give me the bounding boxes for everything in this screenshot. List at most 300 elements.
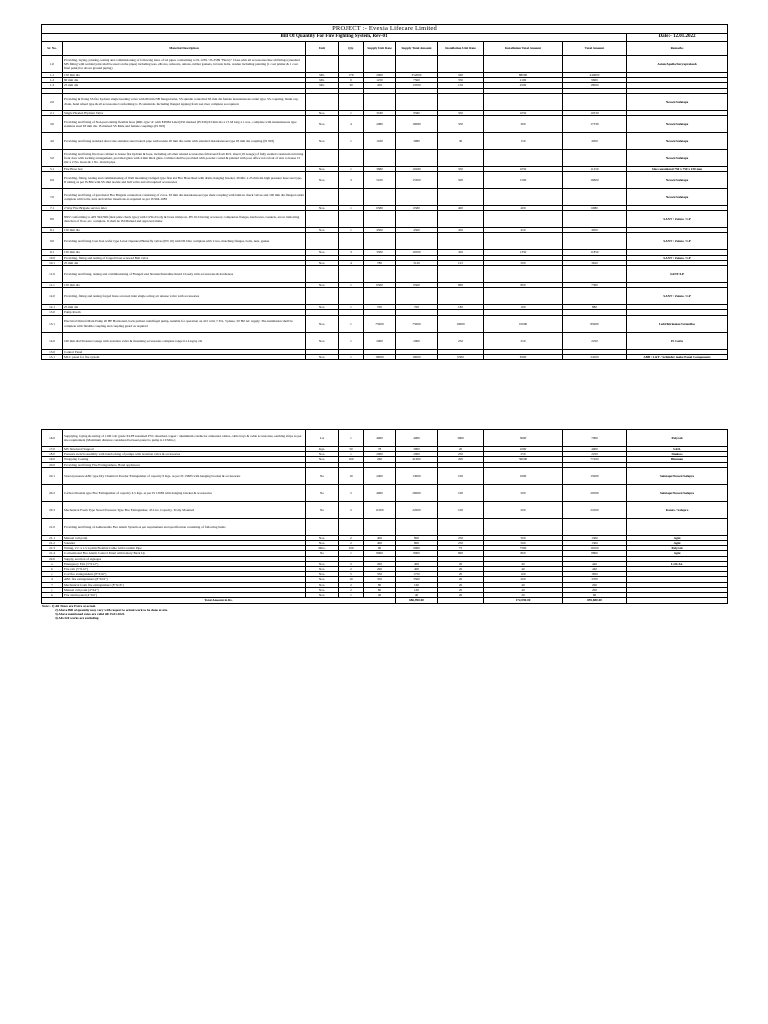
row-description: Manual call point	[63, 535, 306, 540]
row-description: Fire exit (5"X12")	[63, 567, 306, 572]
row-install-total: 300	[484, 115, 563, 132]
row-sr: 21.2	[42, 541, 63, 546]
row-install-total: 100	[484, 572, 563, 577]
row-install-total: 800	[484, 283, 563, 288]
row-sr: 9.1	[42, 250, 63, 255]
row-unit: Nos.	[306, 577, 339, 582]
row-supply-total: 400	[396, 561, 438, 566]
row-qty	[339, 93, 364, 110]
row-sr: 19.0	[42, 457, 63, 462]
col-qty: Qty.	[339, 42, 364, 56]
row-supply-total: 6580	[396, 206, 438, 211]
row-qty: 2	[339, 587, 364, 592]
row-supply-rate: 40	[364, 593, 396, 598]
row-remarks: SAIL	[627, 447, 728, 452]
row-sr: 7	[42, 582, 63, 587]
row-sr: 10.0	[42, 255, 63, 260]
row-description: 25 mm dia	[63, 260, 306, 265]
row-total: 15000	[563, 467, 627, 484]
row-total: 200	[563, 587, 627, 592]
row-install-total: 1000	[484, 447, 563, 452]
row-supply-rate: 1250	[364, 78, 396, 83]
row-supply-rate: 260	[364, 457, 396, 462]
row-unit: Mtr.	[306, 78, 339, 83]
row-supply-total: 4500	[396, 228, 438, 233]
row-description: Providing and fixing, testing and commissioning of Flanged end Strainer/Instraline Interd Closely with accessories & hardwares	[63, 266, 306, 283]
row-install-rate: 350	[438, 110, 484, 115]
row-unit: Nos.	[306, 110, 339, 115]
row-sr: 3.0	[42, 115, 63, 132]
row-sr: 14.0	[42, 332, 63, 349]
row-supply-rate: 350	[364, 577, 396, 582]
row-sr: 4.0	[42, 132, 63, 149]
row-supply-rate	[364, 266, 396, 283]
row-total: 4900	[563, 447, 627, 452]
row-install-total: 500	[484, 535, 563, 540]
row-sr: 9.0	[42, 233, 63, 250]
row-remarks: Size considered 750 x 750 x 150 mm	[627, 166, 728, 171]
row-total: 77200	[563, 457, 627, 462]
row-qty: 1	[339, 593, 364, 598]
row-total	[563, 93, 627, 110]
row-sr: c	[42, 572, 63, 577]
row-install-total: 200	[484, 577, 563, 582]
row-unit: Nos.	[306, 457, 339, 462]
row-total: 4050	[563, 132, 627, 149]
row-install-total: 250	[484, 452, 563, 457]
row-install-rate: 800	[438, 283, 484, 288]
row-description: Mechanical foam fire extinguishers (8"X16")	[63, 582, 306, 587]
row-unit: Nos.	[306, 561, 339, 566]
row-install-total: 1500	[484, 172, 563, 189]
row-total: 10330	[563, 110, 627, 115]
row-total: 440000	[563, 73, 627, 78]
col-sr: Sr. No.	[42, 42, 63, 56]
row-install-rate: 350	[438, 115, 484, 132]
row-remarks: Newex/Safetape	[627, 115, 728, 132]
row-total	[563, 233, 627, 250]
row-supply-rate: 2400	[364, 467, 396, 484]
row-supply-rate: 4500	[364, 228, 396, 233]
row-supply-rate: 3500	[364, 250, 396, 255]
row-sr: 8.0	[42, 211, 63, 228]
row-sr: 22.0	[42, 556, 63, 561]
row-install-rate: 400	[438, 206, 484, 211]
row-unit: Nos.	[306, 452, 339, 457]
row-install-rate: 100	[438, 484, 484, 501]
row-qty: 3	[339, 172, 364, 189]
row-unit	[306, 149, 339, 166]
table-row	[42, 56, 728, 73]
row-install-rate: 6500	[438, 354, 484, 359]
row-description: 150 mm dia	[63, 250, 306, 255]
row-supply-total: 9580	[396, 110, 438, 115]
row-qty: 1	[339, 354, 364, 359]
row-supply-total	[396, 149, 438, 166]
note-1: Note:- 1) All Taxes are Extra at actual.	[42, 603, 96, 608]
row-install-rate: 350	[438, 78, 484, 83]
row-remarks: Polycab	[627, 430, 728, 447]
row-remarks: Newex/Safetape	[627, 132, 728, 149]
row-supply-total: 700	[396, 305, 438, 310]
row-install-rate: 20	[438, 582, 484, 587]
row-install-total: 500	[484, 260, 563, 265]
row-qty: 2	[339, 561, 364, 566]
row-remarks: Asian/Apollo/Suryaprakash	[627, 56, 728, 73]
row-description: Fire Hose box	[63, 166, 306, 171]
row-description: 150 mm dia	[63, 228, 306, 233]
row-total: 11250	[563, 166, 627, 171]
row-supply-rate: 1180	[364, 132, 396, 149]
row-supply-rate: 2000	[364, 332, 396, 349]
row-total: 85000	[563, 315, 627, 332]
row-sr: b	[42, 567, 63, 572]
row-description: Providing & fixing SS fire hydrant single heading valve with 80 mm NB flanged inlet, SS spindle controlled 63 mm dia female instantaneous outlet type. SS coupling, blank cap, chain, hand wheel type & all accessories Conforming to IS standards. Including flanged tapping from wet riser complete as required.	[63, 93, 306, 110]
row-supply-total: 9000	[396, 546, 438, 551]
table-body-part2	[42, 430, 728, 598]
row-supply-total: 22000	[396, 501, 438, 518]
row-install-total: 40	[484, 561, 563, 566]
row-remarks: LOCAL	[627, 561, 728, 566]
row-supply-rate: 78	[364, 447, 396, 452]
row-install-rate	[438, 93, 484, 110]
row-install-rate: 20	[438, 447, 484, 452]
row-supply-total	[396, 233, 438, 250]
row-sr: 21.1	[42, 535, 63, 540]
row-unit: Nos.	[306, 228, 339, 233]
row-sr: 1.0	[42, 56, 63, 73]
row-install-rate	[438, 149, 484, 166]
row-install-total: 10000	[484, 315, 563, 332]
row-unit	[306, 93, 339, 110]
row-install-rate	[438, 233, 484, 250]
row-install-total: 6500	[484, 354, 563, 359]
row-sr: 8.1	[42, 228, 63, 233]
row-install-rate	[438, 211, 484, 228]
row-supply-total: 2000	[396, 452, 438, 457]
row-install-total: 150	[484, 132, 563, 149]
row-total: 16500	[563, 546, 627, 551]
row-total: 22200	[563, 501, 627, 518]
row-sr: 20.2	[42, 484, 63, 501]
row-install-total: 1050	[484, 110, 563, 115]
row-total: 880	[563, 305, 627, 310]
row-sr: 6.0	[42, 172, 63, 189]
row-qty	[339, 56, 364, 73]
row-unit: Nos.	[306, 587, 339, 592]
row-total: 3700	[563, 577, 627, 582]
row-sr: 1.2	[42, 78, 63, 83]
col-install-rate: Installation Unit Rate	[438, 42, 484, 56]
row-qty	[339, 288, 364, 305]
table-row	[42, 332, 728, 349]
col-install-total: Installation Total Amount	[484, 42, 563, 56]
row-supply-rate: 80	[364, 587, 396, 592]
row-supply-rate	[364, 189, 396, 206]
row-description: 2 Way Fire Brigade service inlet	[63, 206, 306, 211]
row-description: MS Structural Support	[63, 447, 306, 452]
row-unit: Kgs.	[306, 447, 339, 452]
table-row	[42, 172, 728, 189]
col-description: Material Description	[63, 42, 306, 56]
row-install-total	[484, 288, 563, 305]
boq-table	[41, 24, 728, 604]
row-install-rate: 800	[438, 551, 484, 556]
row-supply-rate: 450	[364, 83, 396, 88]
row-sr: 2.0	[42, 93, 63, 110]
row-qty: 4	[339, 260, 364, 265]
row-description: Carbon Dioxide type Fire Extinguisher of capacity 4.5 Kgs. as per IS 15683 with hanging bracket & accessories	[63, 484, 306, 501]
row-description: Providing and fixing of gun metal Fire Brigade connection consisting of 2 nos. 63 mm dia instantaneous type male coupling with built-in check valves and 100 mm dia flanged outlet complete with bolts, nuts and rubber insertions as required as per IS 904-1983	[63, 189, 306, 206]
row-install-rate: 200	[438, 457, 484, 462]
row-total: 18000	[563, 83, 627, 88]
note-2: 2) Above Bill of quantity may vary with respect to actual work to be done at site.	[55, 607, 168, 612]
row-unit: Nos.	[306, 166, 339, 171]
row-supply-rate	[364, 233, 396, 250]
row-supply-total: 160	[396, 587, 438, 592]
row-description: Providing, fixing, testing and commissioning of Wall mounting swinged type first aid Fire Hose Reel with drum, hanging bracket, 30 Mtr. x 25 mm dia high pressure hose reel type-II tubing as per IS 884 with SS shut nozzle and ball valve and all required accessories	[63, 172, 306, 189]
row-install-total: 4500	[484, 83, 563, 88]
table-row	[42, 211, 728, 228]
row-install-total: 2100	[484, 78, 563, 83]
row-install-rate: 20	[438, 577, 484, 582]
row-remarks: Bitumen	[627, 457, 728, 462]
row-install-rate: 125	[438, 260, 484, 265]
row-install-rate	[438, 518, 484, 535]
total-supply: 686,990.00	[396, 598, 438, 603]
total-blank-2	[627, 598, 728, 603]
row-description: 100 mm dial Pressure Gauge with isolation valve & mounting accessories complete range 0-14 kg/sq cm	[63, 332, 306, 349]
row-unit: Nos.	[306, 115, 339, 132]
row-supply-total: 41600	[396, 457, 438, 462]
row-qty	[339, 518, 364, 535]
row-install-total: 450	[484, 228, 563, 233]
row-description: Providing and fixing standard short size stainless steel branch pipe with nozzle 20 mm dia outlet with standard instantaneous type 63 mm dia coupling (IS 903)	[63, 132, 306, 149]
row-supply-total: 40	[396, 593, 438, 598]
row-description: Providing and fixing Cast Iron wafer type Lever Operated Butterfly valves (PN 16) with ISI Disc complete with 2 nos. matching flanges, bolts, nuts, gasket	[63, 233, 306, 250]
table-row	[42, 149, 728, 166]
row-total: 9600	[563, 78, 627, 83]
row-unit: Nos.	[306, 260, 339, 265]
row-unit	[306, 266, 339, 283]
row-remarks: Agni	[627, 541, 728, 546]
col-supply-rate: Supply Unit Rate	[364, 42, 396, 56]
row-install-total: 36000	[484, 457, 563, 462]
row-supply-total: 3120	[396, 260, 438, 265]
table-row	[42, 430, 728, 447]
row-unit: Nos.	[306, 206, 339, 211]
row-install-total: 1350	[484, 250, 563, 255]
row-sr: 20.3	[42, 501, 63, 518]
row-supply-total	[396, 189, 438, 206]
row-total: 20500	[563, 484, 627, 501]
row-description: 25 mm dia	[63, 83, 306, 88]
row-total: 24500	[563, 354, 627, 359]
row-description: Providing and fixing fire hose cabinet to house fire hydrant & hose, including all other related accessories fabricated from M.S. sheet (18 Gauge) of fully welded construction having front door with locking arrangement, provided glass with 4 mm thick glass. Cabinet shall be provided with powder coated & painted with post office red colour of size to house 15 mtr x 2 No. hoses & 1 No. branch pipe	[63, 149, 306, 166]
row-install-rate: 250	[438, 332, 484, 349]
row-supply-total: 10280	[396, 166, 438, 171]
row-supply-rate: 90	[364, 546, 396, 551]
row-supply-total: 16080	[396, 115, 438, 132]
row-sr: 15.0	[42, 349, 63, 354]
row-install-rate	[438, 288, 484, 305]
row-supply-total: 20000	[396, 484, 438, 501]
row-supply-rate: 200	[364, 567, 396, 572]
row-install-rate: 350	[438, 166, 484, 171]
boq-title: Bill Of Quantity For Fire Fighting System, Rev-01	[42, 34, 627, 42]
row-remarks: Safetape/Newex/Safepro	[627, 484, 728, 501]
row-supply-rate: 8000	[364, 551, 396, 556]
row-unit: Nos.	[306, 535, 339, 540]
row-total	[563, 149, 627, 166]
row-description: Mechanical Foam Type Stored Pressure Type Fire Extinguisher, 45 Ltrs. Capacity, Trolly Mounted	[63, 501, 306, 518]
column-header-row	[42, 42, 728, 56]
row-sr: 20.1	[42, 467, 63, 484]
row-supply-total: 75000	[396, 315, 438, 332]
row-supply-total: 6500	[396, 283, 438, 288]
row-install-rate: 75	[438, 546, 484, 551]
table-row	[42, 484, 728, 501]
row-sr: 11.0	[42, 266, 63, 283]
row-remarks: Newex/Safetape	[627, 172, 728, 189]
row-install-total: 100	[484, 305, 563, 310]
row-install-total: 1000	[484, 467, 563, 484]
row-description: Single Headed Hydrant Valve	[63, 110, 306, 115]
row-total	[563, 211, 627, 228]
row-remarks: Newex/Safetape	[627, 93, 728, 110]
row-total: 1850	[563, 572, 627, 577]
total-installation: 172,090.00	[484, 598, 563, 603]
row-supply-rate: 6500	[364, 283, 396, 288]
project-title: PROJECT :- Evexia Lifecare Limited	[42, 25, 728, 34]
row-sr: 21.4	[42, 551, 63, 556]
row-sr: 13.1	[42, 315, 63, 332]
row-supply-rate	[364, 93, 396, 110]
row-unit: Mtr.	[306, 73, 339, 78]
row-remarks: Newex/Safetape	[627, 149, 728, 166]
row-install-rate: 20	[438, 593, 484, 598]
row-remarks: Newex/Safetape	[627, 189, 728, 206]
row-total	[563, 266, 627, 283]
row-supply-total: 800	[396, 541, 438, 546]
row-install-total: 500	[484, 484, 563, 501]
row-qty: 1	[339, 315, 364, 332]
row-qty: 4	[339, 115, 364, 132]
row-total	[563, 189, 627, 206]
row-total: 4950	[563, 228, 627, 233]
row-supply-rate	[364, 56, 396, 73]
row-supply-rate: 5100	[364, 172, 396, 189]
row-sr: 5.1	[42, 166, 63, 171]
row-install-rate: 20	[438, 572, 484, 577]
row-qty: 100	[339, 546, 364, 551]
row-qty: 10	[339, 467, 364, 484]
row-install-rate: 20	[438, 567, 484, 572]
row-supply-total: 352000	[396, 73, 438, 78]
row-unit: Nos.	[306, 315, 339, 332]
row-supply-rate: 350	[364, 572, 396, 577]
row-supply-rate	[364, 288, 396, 305]
row-description: Manual call point (4"X4")	[63, 587, 306, 592]
row-unit: Mtr.	[306, 83, 339, 88]
row-qty: 1	[339, 551, 364, 556]
table-row	[42, 315, 728, 332]
row-supply-rate: 400	[364, 541, 396, 546]
row-description: 150 mm dia	[63, 73, 306, 78]
row-install-rate: 500	[438, 73, 484, 78]
row-supply-rate: 4000	[364, 430, 396, 447]
row-install-total: 400	[484, 206, 563, 211]
row-install-total: 40	[484, 582, 563, 587]
row-qty: 5	[339, 484, 364, 501]
row-total: 17330	[563, 115, 627, 132]
row-install-total	[484, 56, 563, 73]
row-description: Providing, fixing and testing forged brass screwed inlet single acting air release valve with accessories	[63, 288, 306, 305]
row-total	[563, 56, 627, 73]
row-install-rate: 3000	[438, 430, 484, 447]
row-supply-rate	[364, 518, 396, 535]
row-supply-rate: 200	[364, 561, 396, 566]
row-qty: 1	[339, 228, 364, 233]
row-total: 200	[563, 582, 627, 587]
row-install-total: 200	[484, 501, 563, 518]
row-remarks: SANT / Zoloto / LP	[627, 233, 728, 250]
row-description: MCC panel for fire system	[63, 354, 306, 359]
row-unit	[306, 518, 339, 535]
row-supply-total: 3980	[396, 132, 438, 149]
total-blank	[438, 598, 484, 603]
row-qty: 2	[339, 567, 364, 572]
row-unit	[306, 288, 339, 305]
row-description: Fire alarm panel (4"X4")	[63, 593, 306, 598]
row-description: Emergency Exit (5"X12")	[63, 561, 306, 566]
row-install-total: 500	[484, 541, 563, 546]
row-unit: Nos.	[306, 541, 339, 546]
row-sr: 13.0	[42, 310, 63, 315]
row-install-total: 20	[484, 593, 563, 598]
table-row	[42, 233, 728, 250]
row-install-total: 88000	[484, 73, 563, 78]
row-description: Providing, fixing and testing of forged brass screwed Ball valve	[63, 255, 306, 260]
row-supply-rate	[364, 211, 396, 228]
row-install-rate: 20	[438, 561, 484, 566]
row-unit: No	[306, 501, 339, 518]
row-supply-total: 13000	[396, 467, 438, 484]
row-supply-rate: 2080	[364, 115, 396, 132]
row-total: 440	[563, 561, 627, 566]
row-install-total: 800	[484, 551, 563, 556]
row-remarks: H. Guru	[627, 332, 728, 349]
row-qty: 176	[339, 73, 364, 78]
row-unit	[306, 189, 339, 206]
row-install-rate: 180	[438, 305, 484, 310]
row-supply-total: 3900	[396, 447, 438, 452]
row-remarks: SANT/LP	[627, 266, 728, 283]
row-supply-total	[396, 288, 438, 305]
row-qty: 1	[339, 132, 364, 149]
row-sr: 18.0	[42, 452, 63, 457]
row-sr: 1.3	[42, 83, 63, 88]
row-description: 150 mm dia	[63, 283, 306, 288]
row-install-total: 7500	[484, 546, 563, 551]
row-unit: Nos.	[306, 567, 339, 572]
row-supply-rate: 18000	[364, 354, 396, 359]
row-qty: 30	[339, 83, 364, 88]
row-install-rate	[438, 56, 484, 73]
row-remarks	[627, 518, 728, 535]
row-unit: No	[306, 551, 339, 556]
row-install-rate: 250	[438, 452, 484, 457]
